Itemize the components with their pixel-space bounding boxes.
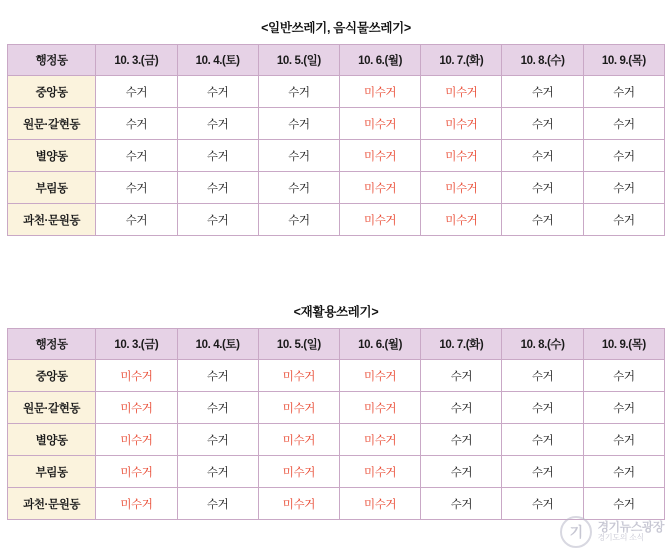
cell-collected: 수거 — [177, 424, 258, 456]
row-header-district: 과천·문원동 — [8, 204, 96, 236]
cell-not-collected: 미수거 — [339, 488, 420, 520]
cell-collected: 수거 — [502, 360, 583, 392]
cell-not-collected: 미수거 — [258, 360, 339, 392]
cell-collected: 수거 — [502, 392, 583, 424]
cell-not-collected: 미수거 — [421, 204, 502, 236]
table-body — [8, 76, 665, 236]
cell-collected: 수거 — [583, 360, 664, 392]
cell-collected: 수거 — [258, 204, 339, 236]
table-row — [8, 140, 665, 172]
table-row — [8, 76, 665, 108]
cell-not-collected: 미수거 — [96, 488, 177, 520]
column-header-district: 행정동 — [8, 45, 96, 76]
cell-collected: 수거 — [258, 140, 339, 172]
cell-collected: 수거 — [421, 488, 502, 520]
table-row — [8, 488, 665, 520]
row-header-district: 부림동 — [8, 172, 96, 204]
cell-collected: 수거 — [583, 108, 664, 140]
cell-collected: 수거 — [177, 108, 258, 140]
column-header-day-5: 10. 7.(화) — [421, 45, 502, 76]
cell-not-collected: 미수거 — [96, 424, 177, 456]
column-header-day-7: 10. 9.(목) — [583, 329, 664, 360]
cell-collected: 수거 — [177, 456, 258, 488]
section-title: <재활용쓰레기> — [293, 305, 379, 319]
cell-collected: 수거 — [583, 140, 664, 172]
cell-collected: 수거 — [583, 76, 664, 108]
table-row — [8, 424, 665, 456]
cell-not-collected: 미수거 — [96, 456, 177, 488]
cell-not-collected: 미수거 — [96, 360, 177, 392]
table-row — [8, 172, 665, 204]
watermark-main-label: 경기뉴스광장 — [597, 520, 664, 534]
cell-not-collected: 미수거 — [96, 392, 177, 424]
cell-not-collected: 미수거 — [339, 172, 420, 204]
table-header-row — [8, 45, 665, 76]
watermark-badge-icon: 기 — [560, 516, 592, 548]
column-header-day-6: 10. 8.(수) — [502, 329, 583, 360]
row-header-district: 과천·문원동 — [8, 488, 96, 520]
cell-not-collected: 미수거 — [421, 140, 502, 172]
cell-collected: 수거 — [421, 360, 502, 392]
row-header-district: 원문·갈현동 — [8, 108, 96, 140]
cell-collected: 수거 — [96, 172, 177, 204]
column-header-day-3: 10. 5.(일) — [258, 329, 339, 360]
schedule-table-recyclable-waste — [7, 328, 665, 520]
cell-not-collected: 미수거 — [339, 424, 420, 456]
row-header-district: 중앙동 — [8, 76, 96, 108]
cell-collected: 수거 — [583, 424, 664, 456]
cell-collected: 수거 — [502, 76, 583, 108]
cell-collected: 수거 — [96, 108, 177, 140]
cell-collected: 수거 — [96, 140, 177, 172]
cell-collected: 수거 — [177, 172, 258, 204]
cell-collected: 수거 — [421, 456, 502, 488]
cell-not-collected: 미수거 — [258, 392, 339, 424]
cell-collected: 수거 — [502, 108, 583, 140]
column-header-day-1: 10. 3.(금) — [96, 329, 177, 360]
cell-collected: 수거 — [502, 204, 583, 236]
column-header-district: 행정동 — [8, 329, 96, 360]
cell-not-collected: 미수거 — [339, 360, 420, 392]
row-header-district: 별양동 — [8, 140, 96, 172]
column-header-day-5: 10. 7.(화) — [421, 329, 502, 360]
row-header-district: 부림동 — [8, 456, 96, 488]
cell-not-collected: 미수거 — [421, 172, 502, 204]
column-header-day-6: 10. 8.(수) — [502, 45, 583, 76]
table-row — [8, 360, 665, 392]
section-general-food-waste — [0, 18, 672, 236]
cell-collected: 수거 — [583, 172, 664, 204]
cell-not-collected: 미수거 — [258, 424, 339, 456]
cell-collected: 수거 — [583, 204, 664, 236]
row-header-district: 중앙동 — [8, 360, 96, 392]
cell-not-collected: 미수거 — [339, 392, 420, 424]
cell-collected: 수거 — [258, 76, 339, 108]
table-row — [8, 204, 665, 236]
cell-collected: 수거 — [421, 424, 502, 456]
cell-collected: 수거 — [502, 172, 583, 204]
cell-collected: 수거 — [502, 488, 583, 520]
cell-collected: 수거 — [258, 108, 339, 140]
table-row — [8, 456, 665, 488]
cell-not-collected: 미수거 — [339, 456, 420, 488]
cell-collected: 수거 — [583, 456, 664, 488]
column-header-day-4: 10. 6.(월) — [339, 45, 420, 76]
cell-collected: 수거 — [502, 424, 583, 456]
cell-not-collected: 미수거 — [421, 76, 502, 108]
watermark-sub-label: 경기도의 소식 — [597, 533, 644, 543]
cell-collected: 수거 — [177, 360, 258, 392]
column-header-day-2: 10. 4.(토) — [177, 45, 258, 76]
table-row — [8, 108, 665, 140]
cell-collected: 수거 — [502, 456, 583, 488]
cell-not-collected: 미수거 — [258, 456, 339, 488]
cell-collected: 수거 — [177, 140, 258, 172]
cell-not-collected: 미수거 — [339, 204, 420, 236]
schedule-table-general-food-waste — [7, 44, 665, 236]
cell-not-collected: 미수거 — [421, 108, 502, 140]
cell-collected: 수거 — [502, 140, 583, 172]
cell-collected: 수거 — [583, 488, 664, 520]
row-header-district: 원문·갈현동 — [8, 392, 96, 424]
table-header-row — [8, 329, 665, 360]
cell-collected: 수거 — [583, 392, 664, 424]
column-header-day-1: 10. 3.(금) — [96, 45, 177, 76]
cell-not-collected: 미수거 — [258, 488, 339, 520]
table-body — [8, 360, 665, 520]
column-header-day-4: 10. 6.(월) — [339, 329, 420, 360]
cell-collected: 수거 — [177, 204, 258, 236]
cell-collected: 수거 — [96, 76, 177, 108]
cell-not-collected: 미수거 — [339, 108, 420, 140]
cell-not-collected: 미수거 — [339, 76, 420, 108]
column-header-day-3: 10. 5.(일) — [258, 45, 339, 76]
section-recyclable-waste — [0, 302, 672, 520]
column-header-day-7: 10. 9.(목) — [583, 45, 664, 76]
cell-collected: 수거 — [177, 76, 258, 108]
watermark — [560, 516, 664, 548]
cell-not-collected: 미수거 — [339, 140, 420, 172]
column-header-day-2: 10. 4.(토) — [177, 329, 258, 360]
cell-collected: 수거 — [421, 392, 502, 424]
cell-collected: 수거 — [177, 488, 258, 520]
row-header-district: 별양동 — [8, 424, 96, 456]
cell-collected: 수거 — [96, 204, 177, 236]
watermark-text — [597, 521, 664, 543]
cell-collected: 수거 — [258, 172, 339, 204]
cell-collected: 수거 — [177, 392, 258, 424]
section-title: <일반쓰레기, 음식물쓰레기> — [261, 21, 411, 35]
table-row — [8, 392, 665, 424]
